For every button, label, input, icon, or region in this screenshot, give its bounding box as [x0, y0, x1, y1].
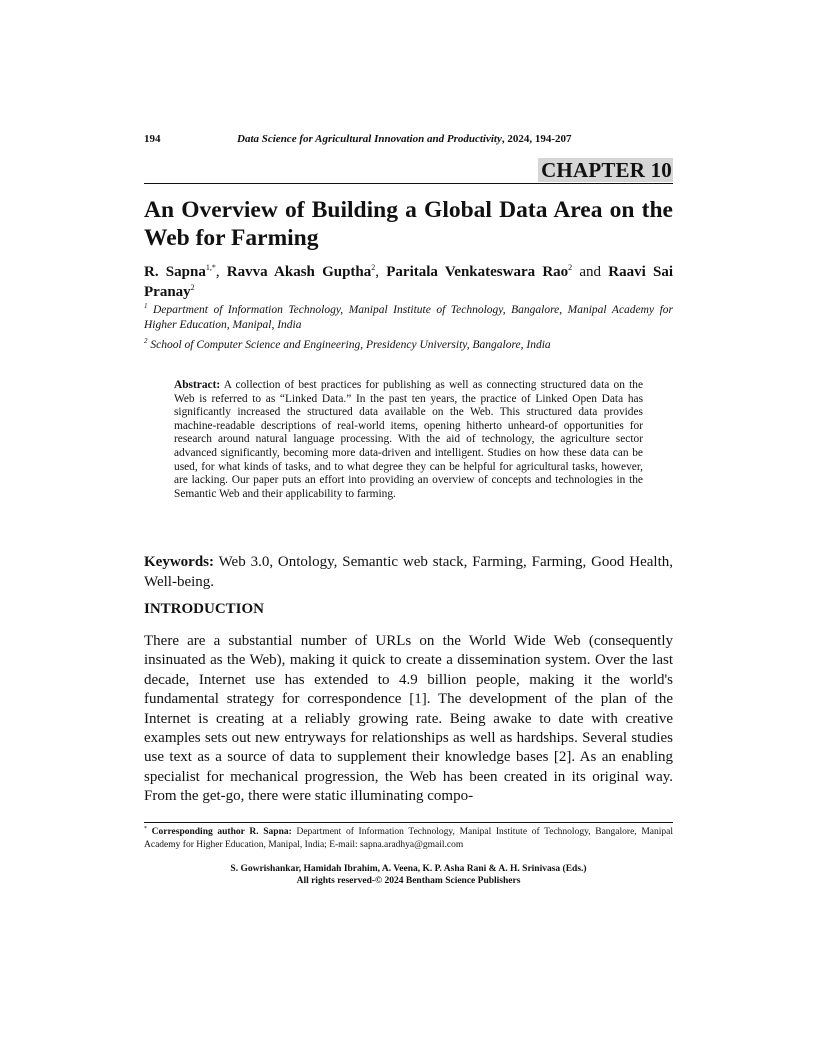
chapter-label: CHAPTER 10 [538, 158, 673, 182]
keywords-text: Web 3.0, Ontology, Semantic web stack, Farming, Farming, Good Health, Well-being. [144, 554, 673, 590]
affiliation-mark: 2 [144, 337, 148, 345]
publisher-credits [144, 863, 673, 887]
author-separator: and [572, 264, 609, 280]
author-affiliation-mark: 2 [568, 263, 573, 272]
footnote-mark: * [144, 826, 147, 832]
page-number: 194 [144, 133, 161, 145]
footnote [144, 826, 673, 851]
author-affiliation-mark: 1,* [205, 263, 216, 272]
affiliation-text: School of Computer Science and Engineering, Presidency University, Bangalore, India [147, 339, 551, 351]
author-name: Raavi Sai Pranay [144, 264, 673, 300]
abstract [174, 379, 643, 501]
footnote-divider [144, 822, 673, 823]
author-name: Ravva Akash Guptha [226, 264, 372, 280]
keywords-label: Keywords: [144, 554, 214, 570]
editors-line: S. Gowrishankar, Hamidah Ibrahim, A. Veena, K. P. Asha Rani & A. H. Srinivasa (Eds.) [230, 864, 587, 874]
author-separator: , [215, 264, 227, 280]
abstract-text: A collection of best practices for publishing as well as connecting structured data on the Web is referred to as “Linked Data.” In the past ten years, the practice of Linked Open Data has significantly increased the structured data available on the Web. This structured data provides machine-readable descriptions of real-world items, opening hitherto unheard-of opportunities for research around natural language processing. With the aid of technology, the agriculture sector advanced significantly, becoming more data-driven and intelligent. Studies on how these data can be used, for what kinds of tasks, and to what degree they can be helpful for agricultural tasks, however, are lacking. Our paper puts an effort into providing an overview of concepts and technologies in the Semantic Web and their applicability to farming. [174, 379, 643, 500]
author-separator: , [375, 264, 387, 280]
affiliation [144, 338, 673, 353]
affiliation-mark: 1 [144, 302, 148, 310]
chapter-header [144, 158, 673, 184]
affiliation-text: Department of Information Technology, Manipal Institute of Technology, Bangalore, Manipal Academy for Higher Education, Manipal, India [144, 304, 673, 331]
author-affiliation-mark: 2 [371, 263, 376, 272]
abstract-label: Abstract: [174, 379, 221, 391]
section-heading: INTRODUCTION [144, 601, 265, 617]
author-affiliation-mark: 2 [190, 282, 195, 292]
article-title: An Overview of Building a Global Data Area on the Web for Farming [144, 197, 673, 251]
author-list [144, 263, 673, 302]
keywords [144, 553, 673, 592]
copyright-line: All rights reserved-© 2024 Bentham Science Publishers [296, 876, 521, 886]
author-name: R. Sapna [144, 264, 206, 280]
body-paragraph: There are a substantial number of URLs on the World Wide Web (consequently insinuated as the Web), making it quick to create a dissemination system. Over the last decade, Internet use has extended to 4.9 billion people, making it the world's fundamental strategy for correspondence [1]. The development of the plan of the Internet is creating at a reliably growing rate. Being awake to date with creative examples sets out new entryways for relationships as well as hardships. Several studies use text as a source of data to supplement their knowledge bases [2]. As an enabling specialist for mechanical progression, the Web has been created in its original way. From the get-go, there were static illuminating compo- [144, 633, 673, 805]
footnote-label: Corresponding author R. Sapna: [151, 827, 292, 837]
affiliation [144, 303, 673, 333]
journal-name: Data Science for Agricultural Innovation and Productivity [237, 133, 502, 145]
author-name: Paritala Venkateswara Rao [386, 264, 569, 280]
journal-year-pages: , 2024, 194-207 [501, 133, 572, 145]
journal-title [237, 133, 572, 145]
footnote-text: Department of Information Technology, Manipal Institute of Technology, Bangalore, Manipal Academy for Higher Education, Manipal, India; E-mail: sapna.aradhya@gmail.com [144, 827, 673, 850]
